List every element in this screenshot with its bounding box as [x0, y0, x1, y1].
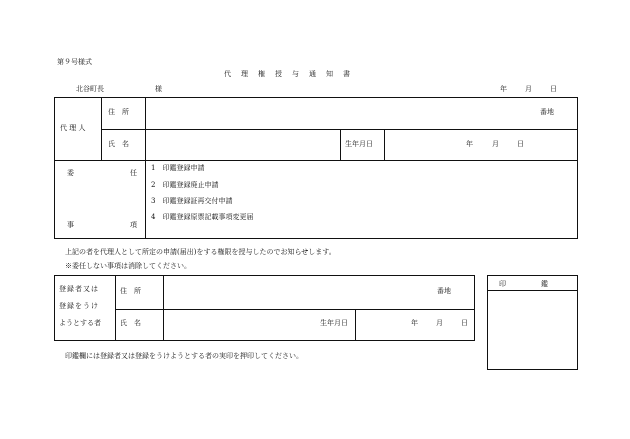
date-year: 年	[500, 85, 507, 93]
agent-field-divider	[145, 98, 146, 239]
registrant-label-line: 登録をうけ	[59, 302, 99, 310]
registrant-label-line: ようとする者	[59, 319, 101, 327]
registrant-label-line: 登録者又は	[59, 285, 99, 293]
delegation-label-top: 委	[67, 169, 74, 177]
registrant-dob-label: 生年月日	[320, 319, 348, 327]
seal-box-label: 印 鑑	[499, 280, 548, 288]
registrant-address-suffix: 番地	[437, 287, 451, 295]
agent-name-label: 氏 名	[108, 140, 129, 148]
delegation-label-bottom2: 項	[130, 221, 137, 229]
agent-dob-year: 年	[466, 140, 473, 148]
agent-dob-divider-right	[384, 129, 385, 160]
delegation-item: 3 印鑑登録証再交付申請	[151, 197, 233, 205]
registrant-dob-divider	[355, 309, 356, 340]
footer-note: 印鑑欄には登録者又は登録をうけようとする者の実印を押印してください。	[65, 352, 303, 360]
registrant-address-label: 住 所	[120, 287, 141, 295]
delegation-item: 1 印鑑登録申請	[151, 164, 205, 172]
note-text: ※委任しない事項は消除してください。	[65, 262, 191, 270]
agent-label: 代 理 人	[60, 124, 86, 132]
agent-address-label: 住 所	[108, 108, 129, 116]
date-day: 日	[550, 85, 557, 93]
addressee-office: 北谷町長	[76, 85, 104, 93]
registrant-dob-year: 年	[411, 319, 418, 327]
agent-address-suffix: 番地	[540, 108, 554, 116]
registrant-dob-day: 日	[461, 319, 468, 327]
agent-dob-month: 月	[492, 140, 499, 148]
form-number: 第９号様式	[57, 58, 92, 66]
registrant-label-divider	[115, 276, 116, 340]
delegation-item: 4 印鑑登録原票記載事項変更届	[151, 213, 254, 221]
page-title: 代 理 権 授 与 通 知 書	[224, 70, 352, 78]
notice-text: 上記の者を代理人として所定の申請(届出)をする権限を授与したのでお知らせします。	[65, 248, 336, 256]
agent-dob-label: 生年月日	[345, 140, 373, 148]
registrant-table	[54, 275, 475, 341]
registrant-name-label: 氏 名	[120, 319, 141, 327]
delegation-divider	[54, 160, 578, 161]
registrant-field-divider	[163, 276, 164, 340]
agent-dob-divider-left	[340, 129, 341, 160]
registrant-dob-month: 月	[436, 319, 443, 327]
delegation-label-bottom: 事	[67, 221, 74, 229]
delegation-label-top2: 任	[130, 169, 137, 177]
addressee-honorific: 様	[155, 85, 162, 93]
delegation-item: 2 印鑑登録廃止申請	[151, 181, 219, 189]
agent-table	[54, 97, 578, 239]
agent-dob-day: 日	[517, 140, 524, 148]
date-month: 月	[525, 85, 532, 93]
seal-box-divider	[488, 290, 577, 291]
registrant-row-divider	[115, 309, 474, 310]
